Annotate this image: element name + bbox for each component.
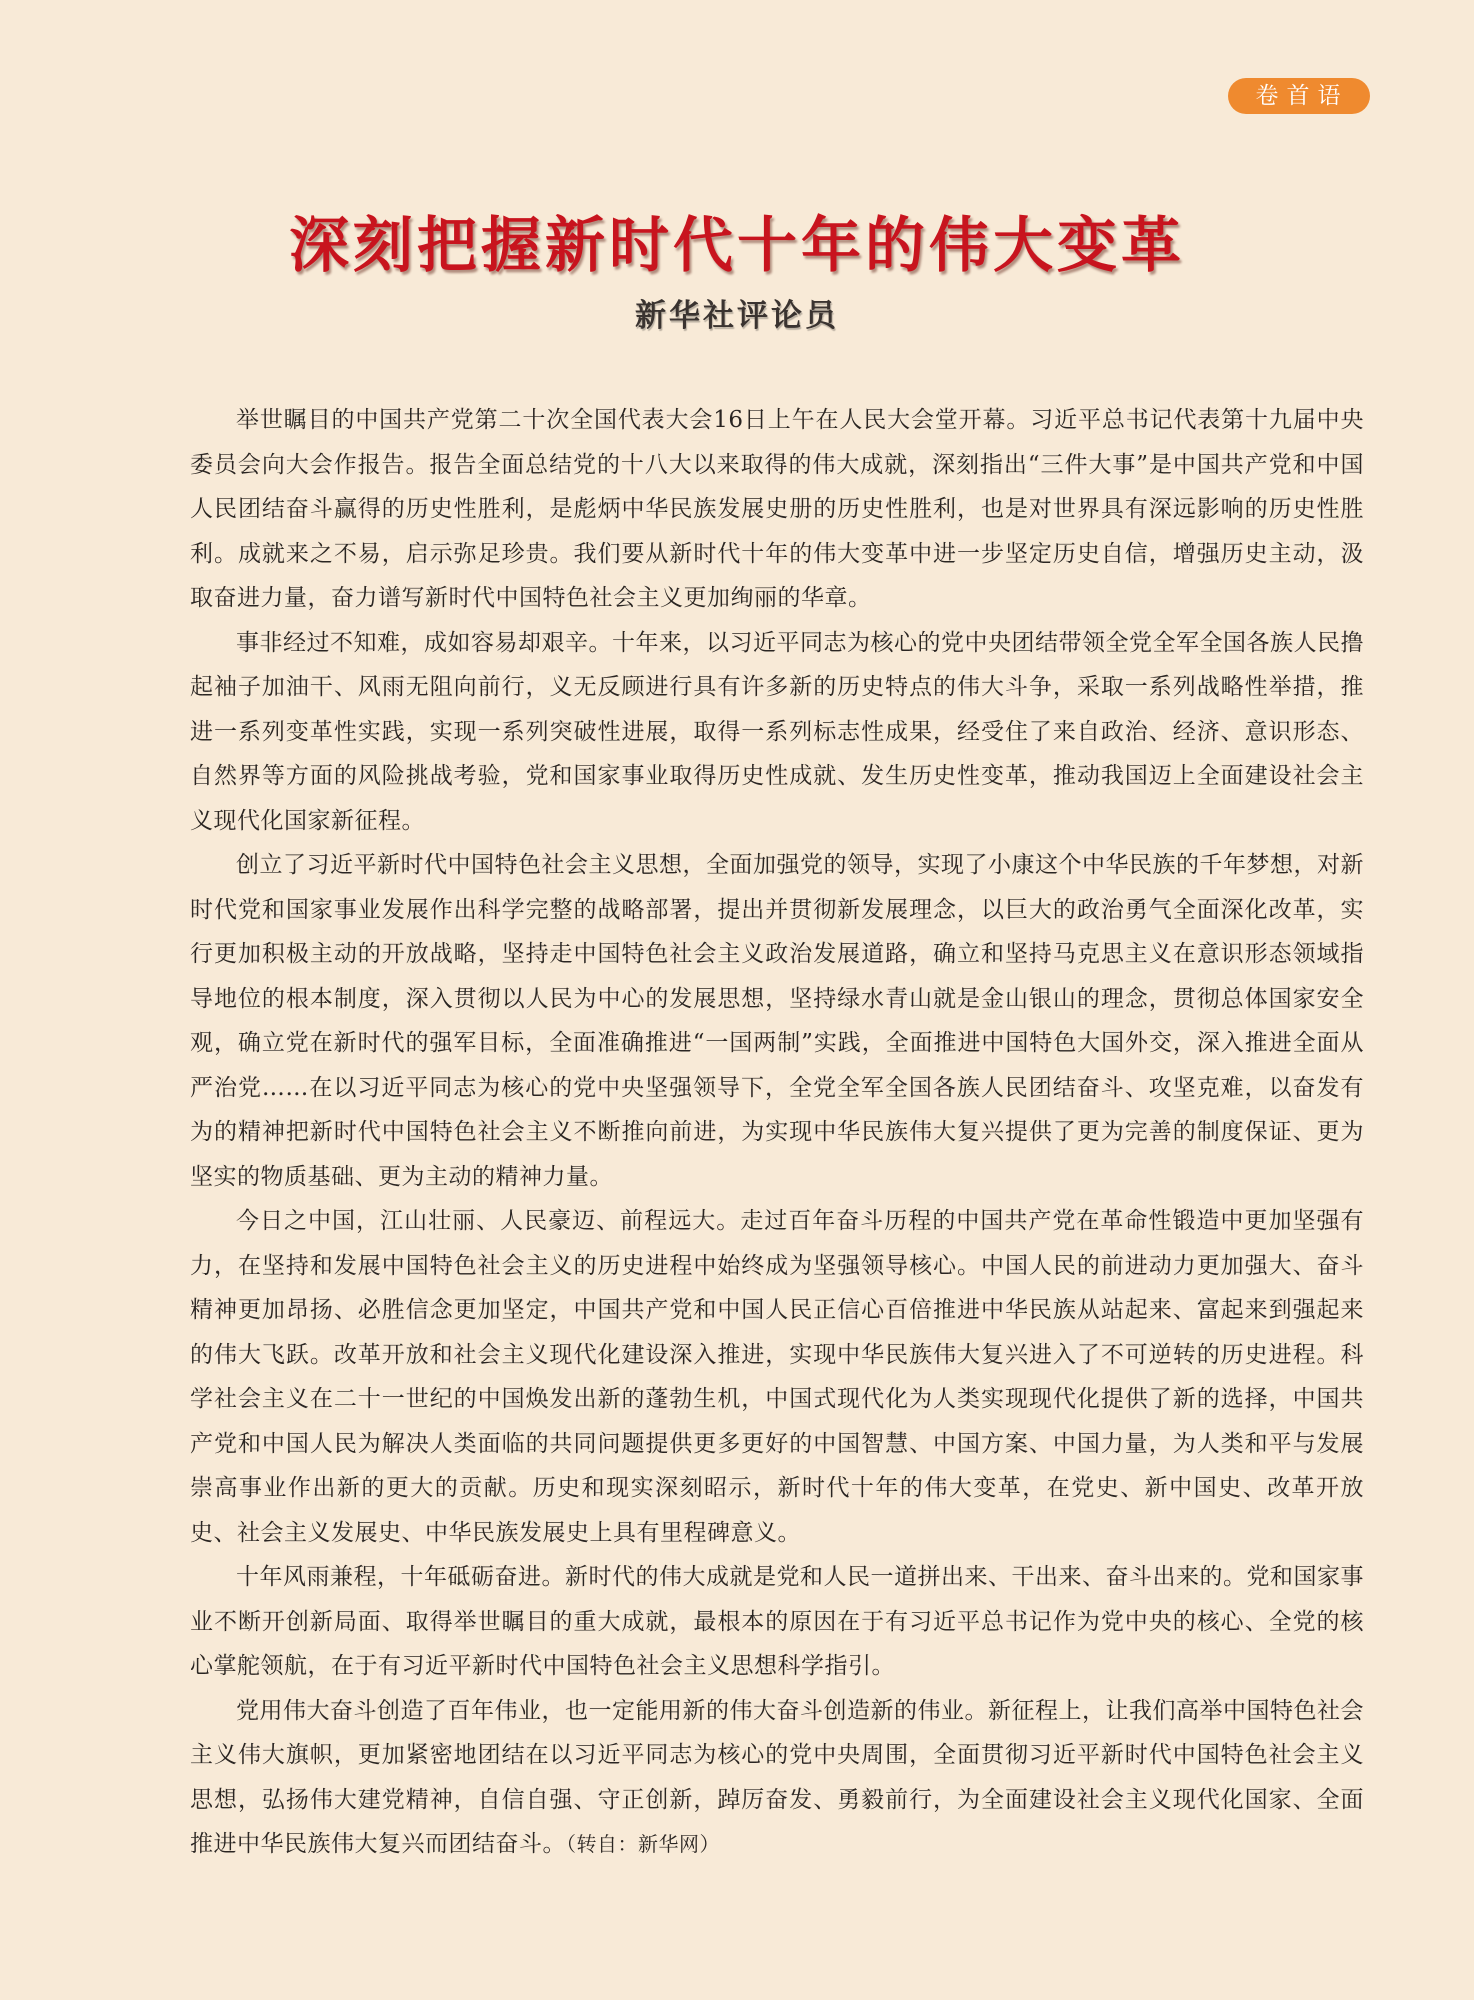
section-label-badge: 卷首语 xyxy=(1228,78,1370,114)
source-note: （转自：新华网） xyxy=(566,1832,720,1856)
article-title: 深刻把握新时代十年的伟大变革 xyxy=(289,211,1185,281)
article-paragraph-last xyxy=(190,1689,1364,1867)
article-paragraph-text: 党用伟大奋斗创造了百年伟业，也一定能用新的伟大奋斗创造新的伟业。新征程上，让我们高举中国特色社会主义伟大旗帜，更加紧密地团结在以习近平同志为核心的党中央周围，全面贯彻习近平新时代中国特色社会主义思想，弘扬伟大建党精神，自信自强、守正创新，踔厉奋发、勇毅前行，为全面建设社会主义现代化国家、全面推进中华民族伟大复兴而团结奋斗。 xyxy=(190,1697,1364,1857)
article-paragraph: 举世瞩目的中国共产党第二十次全国代表大会16日上午在人民大会堂开幕。习近平总书记代表第十九届中央委员会向大会作报告。报告全面总结党的十八大以来取得的伟大成就，深刻指出“三件大事”是中国共产党和中国人民团结奋斗赢得的历史性胜利，是彪炳中华民族发展史册的历史性胜利，也是对世界具有深远影响的历史性胜利。成就来之不易，启示弥足珍贵。我们要从新时代十年的伟大变革中进一步坚定历史自信，增强历史主动，汲取奋进力量，奋力谱写新时代中国特色社会主义更加绚丽的华章。 xyxy=(190,407,1364,611)
article-paragraph: 十年风雨兼程，十年砥砺奋进。新时代的伟大成就是党和人民一道拼出来、干出来、奋斗出来的。党和国家事业不断开创新局面、取得举世瞩目的重大成就，最根本的原因在于有习近平总书记作为党中央的核心、全党的核心掌舵领航，在于有习近平新时代中国特色社会主义思想科学指引。 xyxy=(190,1564,1364,1679)
article-paragraph: 创立了习近平新时代中国特色社会主义思想，全面加强党的领导，实现了小康这个中华民族的千年梦想，对新时代党和国家事业发展作出科学完整的战略部署，提出并贯彻新发展理念，以巨大的政治勇气全面深化改革，实行更加积极主动的开放战略，坚持走中国特色社会主义政治发展道路，确立和坚持马克思主义在意识形态领域指导地位的根本制度，深入贯彻以人民为中心的发展思想，坚持绿水青山就是金山银山的理念，贯彻总体国家安全观，确立党在新时代的强军目标，全面准确推进“一国两制”实践，全面推进中国特色大国外交，深入推进全面从严治党……在以习近平同志为核心的党中央坚强领导下，全党全军全国各族人民团结奋斗、攻坚克难，以奋发有为的精神把新时代中国特色社会主义不断推向前进，为实现中华民族伟大复兴提供了更为完善的制度保证、更为坚实的物质基础、更为主动的精神力量。 xyxy=(190,852,1364,1190)
article-byline: 新华社评论员 xyxy=(635,298,839,334)
article-paragraph: 事非经过不知难，成如容易却艰辛。十年来，以习近平同志为核心的党中央团结带领全党全军全国各族人民撸起袖子加油干、风雨无阻向前行，义无反顾进行具有许多新的历史特点的伟大斗争，采取一系列战略性举措，推进一系列变革性实践，实现一系列突破性进展，取得一系列标志性成果，经受住了来自政治、经济、意识形态、自然界等方面的风险挑战考验，党和国家事业取得历史性成就、发生历史性变革，推动我国迈上全面建设社会主义现代化国家新征程。 xyxy=(190,629,1364,834)
article-paragraph: 今日之中国，江山壮丽、人民豪迈、前程远大。走过百年奋斗历程的中国共产党在革命性锻造中更加坚强有力，在坚持和发展中国特色社会主义的历史进程中始终成为坚强领导核心。中国人民的前进动力更加强大、奋斗精神更加昂扬、必胜信念更加坚定，中国共产党和中国人民正信心百倍推进中华民族从站起来、富起来到强起来的伟大飞跃。改革开放和社会主义现代化建设深入推进，实现中华民族伟大复兴进入了不可逆转的历史进程。科学社会主义在二十一世纪的中国焕发出新的蓬勃生机，中国式现代化为人类实现现代化提供了新的选择，中国共产党和中国人民为解决人类面临的共同问题提供更多更好的中国智慧、中国方案、中国力量，为人类和平与发展崇高事业作出新的更大的贡献。历史和现实深刻昭示，新时代十年的伟大变革，在党史、新中国史、改革开放史、社会主义发展史、中华民族发展史上具有里程碑意义。 xyxy=(190,1208,1364,1546)
article-body xyxy=(190,398,1364,1867)
